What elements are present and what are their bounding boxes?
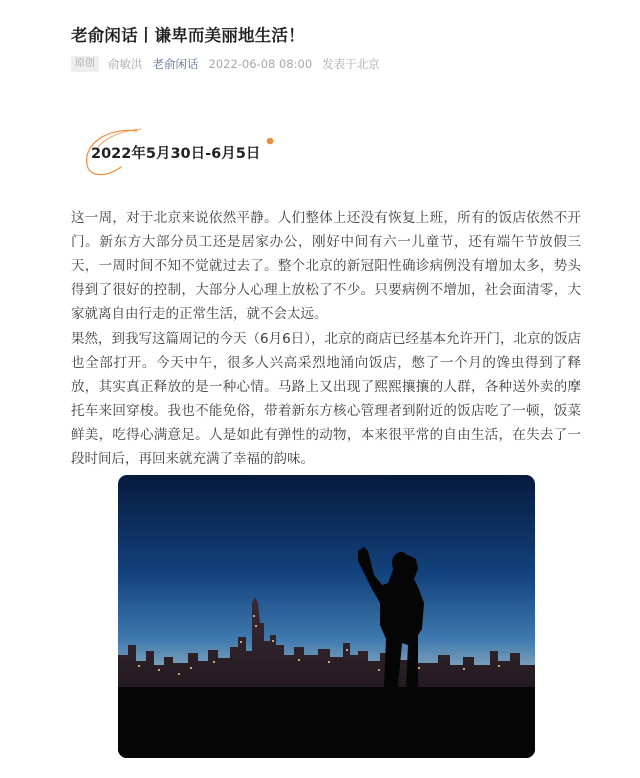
article-meta [71,55,380,73]
account-link[interactable]: 老俞闲话 [152,57,199,71]
publish-date: 2022-06-08 08:00 [208,57,313,71]
paragraph-1: 这一周，对于北京来说依然平静。人们整体上还没有恢复上班，所有的饭店依然不开门。新东方大部分员工还是居家办公，刚好中间有六一儿童节，还有端午节放假三天，一周时间不知不觉就过去了。整个北京的新冠阳性确诊病例没有增加太多，势头得到了很好的控制，大部分人心理上放松了不少。只要病例不增加，社会面清零，大家就离自由行走的正常生活，就不会太远。 [71,210,581,322]
skyline-silhouette-image [118,475,535,758]
article-title: 老俞闲话丨谦卑而美丽地生活！ [71,26,305,45]
author-name: 俞敏洪 [108,57,143,71]
paragraph-2: 果然，到我写这篇周记的今天（6月6日），北京的商店已经基本允许开门，北京的饭店也全部打开。今天中午，很多人兴高采烈地涌向饭店，憋了一个月的馋虫得到了释放，其实真正释放的是一种心情。马路上又出现了熙熙攘攘的人群，各种送外卖的摩托车来回穿梭。我也不能免俗，带着新东方核心管理者到附近的饭店吃了一顿，饭菜鲜美，吃得心满意足。人是如此有弹性的动物，本来很平常的自由生活，在失去了一段时间后，再回来就充满了幸福的韵味。 [71,331,581,467]
original-badge: 原创 [71,56,99,72]
publish-location: 发表于北京 [322,57,380,71]
article-image [118,475,535,758]
section-heading [79,125,279,185]
section-title: 2022年5月30日-6月5日 [91,146,261,162]
